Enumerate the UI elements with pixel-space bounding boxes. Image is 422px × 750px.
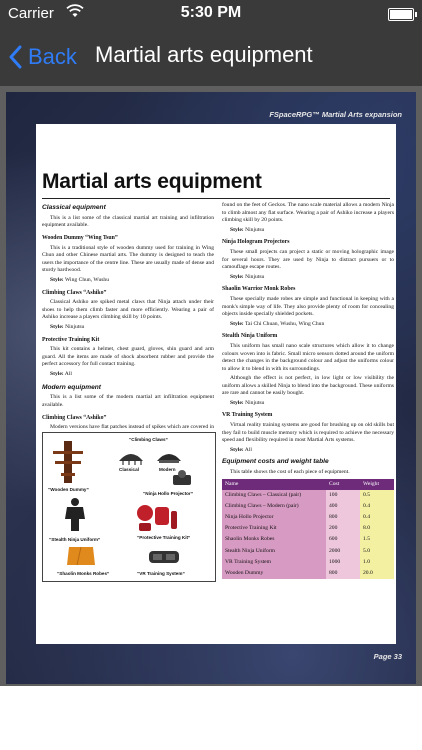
table-cell: 0.4 [360,501,394,512]
style-value: All [64,370,72,377]
style-label: Style: [230,399,244,406]
table-row [222,501,394,512]
table-row [222,512,394,523]
section-heading: Modern equipment [42,383,101,391]
table-cell: 800 [326,512,360,523]
style-line [230,447,394,455]
back-label: Back [28,44,77,69]
item-title: Climbing Claws “Ashiko” [42,289,107,296]
paragraph: These small projects can project a static or moving holographic image for several hours. They are used by Ninja to distract pursuers or to camouflage escape routes. [222,249,394,271]
table-row [222,490,394,501]
left-column [42,202,214,441]
figure-label: Classical [119,467,139,472]
equipment-illustration [42,432,216,582]
table-body [222,490,394,580]
table-cell: 100 [326,490,360,501]
back-button[interactable] [8,40,77,74]
document-body [36,124,396,644]
ninja-uniform-icon [61,497,89,533]
projector-icon [171,469,193,487]
table-cell: 800 [326,568,360,579]
paragraph: This is a traditional style of wooden dummy used for training in Wing Chun and other Chinese martial arts. The dummy is designed to teach the users the importance of the centre line. These are usually made of dense and sturdy hardwood. [42,244,214,274]
paragraph: This kit contains a helmet, chest guard, gloves, shin guard and arm guard. All the items are made of shock absorbent rubber and provide the perfect accessory for full contact training. [42,346,214,368]
style-label: Style: [50,323,64,330]
title-divider [42,198,390,199]
style-label: Style: [230,273,244,280]
pdf-viewer[interactable] [0,86,422,686]
table-cell: 1000 [326,557,360,568]
right-column [222,202,394,579]
document-title: Martial arts equipment [42,170,262,193]
item-title: Protective Training Kit [42,336,100,343]
table-cell: Protective Training Kit [222,523,326,534]
table-cell: 0.5 [360,490,394,501]
item-title: Ninja Hologram Projectors [222,239,290,246]
table-header-cell: Name [222,479,326,490]
paragraph: found on the feet of Geckos. The nano scale material allows a modern Ninja to climb almost any flat surface. Wearing a pair of Ashiko increase a players climbing skill by 20 points. [222,202,394,224]
style-line [230,274,394,282]
item-title: Stealth Ninja Uniform [222,333,278,340]
paragraph: This uniform has small nano scale structures which allow it to change colours woven into is fabric. Small micro sensors dotted around the uniform detect the changes in the background colour and adjust the uniforms colour to allow it to blend in with its surroundings. [222,343,394,372]
figure-label: “Shaolin Monks Robes” [57,571,110,576]
table-header-row [222,479,394,490]
section-heading: Equipment costs and weight table [222,458,329,466]
figure-label: “Protective Training Kit” [137,535,191,540]
table-cell: 1.0 [360,557,394,568]
table-row [222,523,394,534]
style-value: Ninjutsu [65,323,85,330]
style-value: Wing Chun, Wushu [64,276,110,283]
figure-label: “Climbing Claws” [129,437,168,442]
paragraph: This table shows the cost of each piece of equipment. [230,469,350,476]
paragraph: These specially made robes are simple and functional in keeping with a monk's simple way of life. They also provide plenty of room for concealing objects inside specially shielded pockets. [222,296,394,318]
table-cell: 20.0 [360,568,394,579]
table-row [222,557,394,568]
monk-robes-icon [65,543,97,567]
figure-label: Modern [159,467,176,472]
style-line [230,400,394,408]
page-footer: Page 33 [373,652,402,661]
figure-label: “VR Training System” [137,571,185,576]
style-line [50,277,214,285]
item-title: VR Training System [222,412,273,419]
item-title: Wooden Dummy “Wing Tsun” [42,234,118,241]
chevron-left-icon [8,45,22,69]
table-header-cell: Weight [360,479,394,490]
table-cell: Ninja Hollo Projector [222,512,326,523]
table-row [222,546,394,557]
table-cell: VR Training System [222,557,326,568]
style-value: Ninjutsu [245,399,265,406]
item-title: Climbing Claws “Ashiko” [42,414,107,421]
status-bar [0,0,422,28]
style-label: Style: [230,446,244,453]
protective-kit-icon [135,503,179,533]
clock: 5:30 PM [180,4,242,21]
battery-fill [390,10,412,19]
paragraph: Although the effect is not perfect, in low light or low visibility the uniform allows a skilled Ninja to blend into the background. These uniforms are rare and cannot be easily bought. [222,375,394,397]
style-value: All [244,446,252,453]
pdf-page[interactable] [6,92,416,684]
table-row [222,535,394,546]
navigation-bar [0,28,422,86]
vr-headset-icon [147,547,181,567]
table-cell: 5.0 [360,546,394,557]
figure-label: “Stealth Ninja Uniform” [49,537,101,542]
style-label: Style: [50,276,64,283]
bottom-blank-area [0,686,422,750]
table-row [222,568,394,579]
style-label: Style: [50,370,64,377]
style-value: Tai Chi Chuan, Wushu, Wing Chun [244,320,325,327]
paragraph: Virtual reality training systems are good for brushing up on old skills but they fail to build muscle memory which is required to achieve the necessary speed and flexibility required in most Martial Arts systems. [222,422,394,444]
style-value: Ninjutsu [245,226,265,233]
modern-claw-icon [155,447,183,465]
page-header: FSpaceRPG™ Martial Arts expansion [269,110,402,119]
style-line [50,324,214,332]
equipment-cost-table [222,479,394,580]
style-line [230,321,394,329]
carrier-label: Carrier [8,5,54,22]
table-cell: Climbing Claws – Modern (pair) [222,501,326,512]
table-cell: 200 [326,523,360,534]
table-cell: 1.5 [360,535,394,546]
item-title: Shaolin Warrior Monk Robes [222,286,296,293]
section-heading: Classical equipment [42,204,106,211]
style-line [50,371,214,379]
table-header-cell: Cost [326,479,360,490]
figure-label: “Ninja Hollo Projector” [143,491,194,496]
wooden-dummy-icon [51,439,85,485]
battery-icon [388,8,414,21]
paragraph: Classical Ashiko are spiked metal claws that Ninja attach under their shoes to help them climb faster and more efficiently. Wearing a pair of Ashiko increase a players climbing skill by 10 points. [42,299,214,321]
figure-label: “Wooden Dummy” [48,487,89,492]
paragraph: This is a list some of the classical martial art training and infiltration equipment available. [42,214,214,229]
table-cell: 600 [326,535,360,546]
table-cell: Climbing Claws – Classical (pair) [222,490,326,501]
table-cell: 2000 [326,546,360,557]
table-cell: 8.0 [360,523,394,534]
paragraph: This is a list some of the modern martial art infiltration equipment available. [42,394,214,408]
paragraph: Modern versions have flat patches instead of spikes which are covered in [50,424,214,431]
table-cell: Stealth Ninja Uniform [222,546,326,557]
table-cell: 0.4 [360,512,394,523]
style-value: Ninjutsu [245,273,265,280]
table-cell: Wooden Dummy [222,568,326,579]
classical-claw-icon [117,447,145,465]
style-line [230,227,394,235]
style-label: Style: [230,226,244,233]
table-cell: 400 [326,501,360,512]
style-label: Style: [230,320,244,327]
page-title: Martial arts equipment [95,42,313,67]
table-cell: Shaolin Monks Robes [222,535,326,546]
